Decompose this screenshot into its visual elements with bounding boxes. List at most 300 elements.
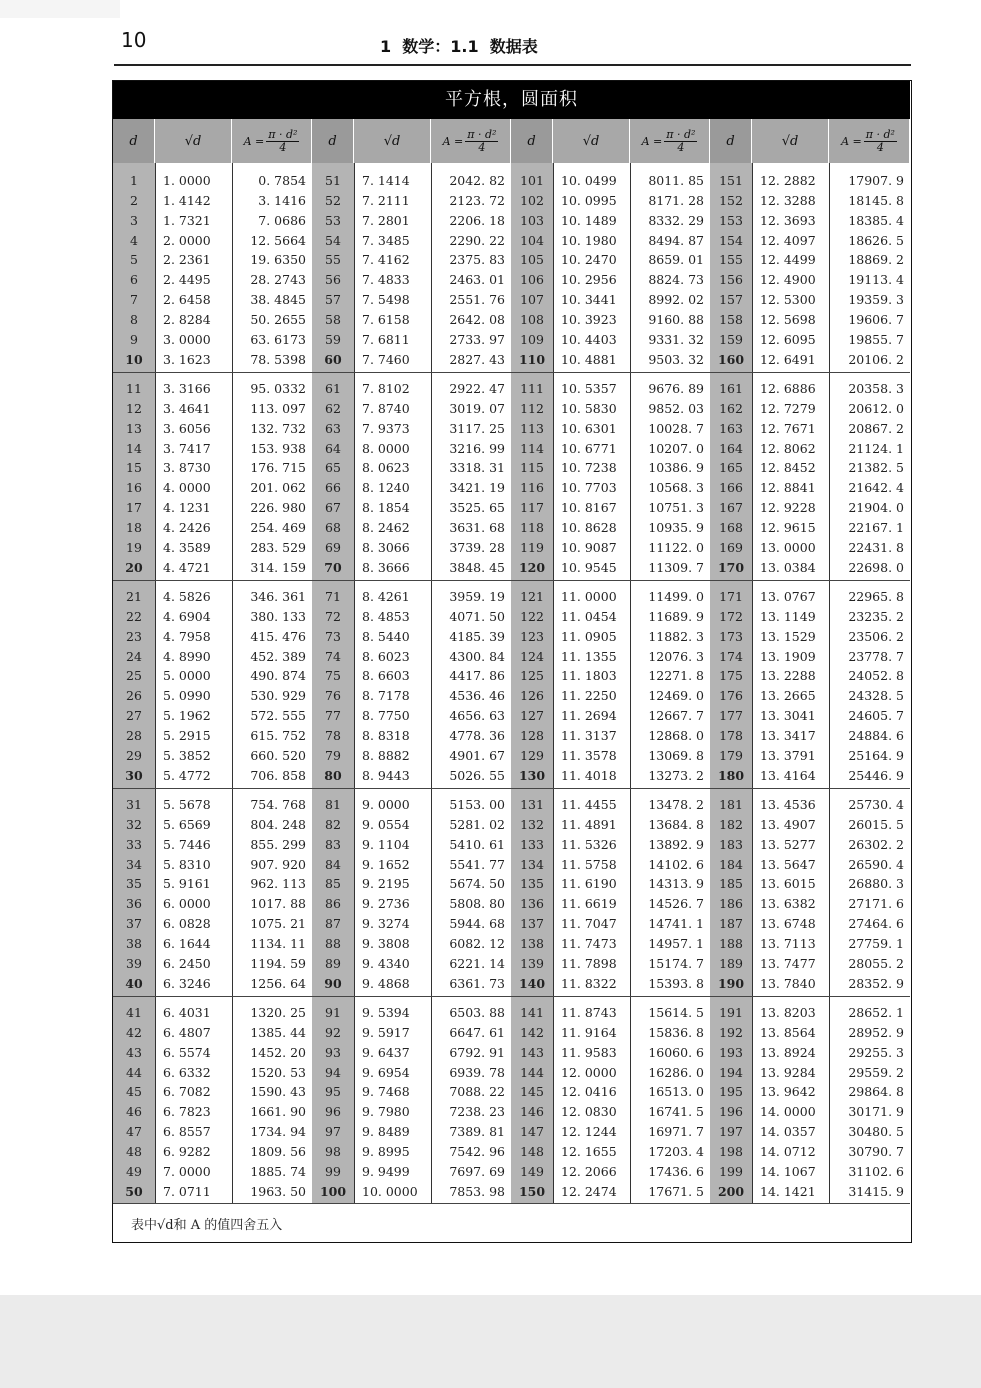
cell-area: 28352. 9 — [848, 975, 904, 991]
cell-area: 4656. 63 — [449, 708, 505, 724]
cell-sqrt: 4. 2426 — [163, 519, 211, 535]
cell-area: 10386. 9 — [648, 460, 704, 476]
cell-d: 144 — [520, 1064, 544, 1080]
cell-sqrt: 12. 3288 — [760, 192, 816, 208]
cell-d: 46 — [126, 1104, 142, 1120]
cell-d: 156 — [719, 272, 743, 288]
cell-sqrt: 10. 8167 — [561, 500, 617, 516]
cell-d: 173 — [719, 628, 743, 644]
cell-sqrt: 9. 8489 — [362, 1124, 410, 1140]
cell-d: 98 — [325, 1143, 341, 1159]
cell-area: 113. 097 — [250, 400, 306, 416]
cell-area: 25730. 4 — [848, 797, 904, 812]
cell-sqrt: 10. 2470 — [561, 252, 617, 268]
cell-d: 194 — [719, 1064, 743, 1080]
cell-d: 57 — [325, 292, 341, 308]
cell-d: 96 — [325, 1104, 341, 1120]
cell-sqrt: 11. 6190 — [561, 876, 617, 892]
cell-d: 151 — [719, 173, 743, 188]
cell-d: 76 — [325, 688, 341, 704]
cell-area: 176. 715 — [250, 460, 306, 476]
cell-area: 8992. 02 — [648, 292, 704, 308]
cell-d: 75 — [325, 668, 341, 684]
cell-d: 133 — [520, 836, 544, 852]
cell-area: 132. 732 — [250, 420, 306, 436]
group-rule — [113, 580, 910, 581]
cell-d: 63 — [325, 420, 341, 436]
cell-area: 26590. 4 — [848, 856, 904, 872]
cell-area: 2463. 01 — [449, 272, 505, 288]
cell-sqrt: 13. 5277 — [760, 836, 816, 852]
cell-sqrt: 7. 7460 — [362, 351, 410, 367]
table-title: 平方根，圆面积 — [113, 81, 910, 119]
cell-area: 4185. 39 — [449, 628, 505, 644]
cell-sqrt: 10. 9545 — [561, 559, 617, 575]
cell-area: 14102. 6 — [648, 856, 704, 872]
formula-fraction — [864, 129, 897, 153]
cell-sqrt: 10. 4881 — [561, 351, 617, 367]
cell-sqrt: 7. 0711 — [163, 1183, 211, 1199]
cell-area: 63. 6173 — [250, 331, 306, 347]
cell-sqrt: 13. 9284 — [760, 1064, 816, 1080]
cell-d: 90 — [324, 975, 342, 991]
cell-sqrt: 9. 2736 — [362, 896, 410, 912]
column-rule — [354, 163, 355, 1203]
cell-area: 20358. 3 — [848, 381, 904, 396]
cell-d: 190 — [717, 975, 745, 991]
cell-sqrt: 5. 7446 — [163, 836, 211, 852]
cell-sqrt: 1. 0000 — [163, 173, 211, 188]
cell-d: 97 — [325, 1124, 341, 1140]
cell-d: 65 — [325, 460, 341, 476]
cell-sqrt: 7. 6158 — [362, 311, 410, 327]
cell-sqrt: 10. 4403 — [561, 331, 617, 347]
cell-sqrt: 6. 3246 — [163, 975, 211, 991]
cell-sqrt: 10. 5357 — [561, 381, 617, 396]
cell-sqrt: 5. 8310 — [163, 856, 211, 872]
cell-area: 16513. 0 — [648, 1084, 704, 1100]
cell-sqrt: 10. 3441 — [561, 292, 617, 308]
cell-area: 9503. 32 — [648, 351, 704, 367]
cell-area: 254. 469 — [250, 519, 306, 535]
cell-d: 9 — [130, 331, 138, 347]
cell-sqrt: 6. 0000 — [163, 896, 211, 912]
cell-area: 5808. 80 — [449, 896, 505, 912]
cell-d: 10 — [125, 351, 143, 367]
cell-area: 3739. 28 — [449, 539, 505, 555]
cell-area: 13892. 9 — [648, 836, 704, 852]
cell-area: 30171. 9 — [848, 1104, 904, 1120]
cell-d: 35 — [126, 876, 142, 892]
cell-d: 82 — [325, 816, 341, 832]
cell-d: 120 — [518, 559, 546, 575]
cell-d: 108 — [520, 311, 544, 327]
cell-d: 198 — [719, 1143, 743, 1159]
cell-d: 111 — [520, 381, 544, 396]
cell-d: 162 — [719, 400, 743, 416]
cell-area: 28055. 2 — [848, 955, 904, 971]
cell-sqrt: 6. 2450 — [163, 955, 211, 971]
cell-area: 5541. 77 — [449, 856, 505, 872]
cell-sqrt: 13. 8924 — [760, 1044, 816, 1060]
cell-area: 11499. 0 — [648, 589, 704, 604]
cell-sqrt: 6. 9282 — [163, 1143, 211, 1159]
cell-sqrt: 12. 9228 — [760, 500, 816, 516]
cell-d: 179 — [719, 747, 743, 763]
cell-sqrt: 11. 7898 — [561, 955, 617, 971]
cell-sqrt: 8. 5440 — [362, 628, 410, 644]
cell-area: 19113. 4 — [848, 272, 904, 288]
cell-d: 122 — [520, 608, 544, 624]
cell-d: 25 — [126, 668, 142, 684]
cell-d: 61 — [325, 381, 341, 396]
cell-area: 29559. 2 — [848, 1064, 904, 1080]
cell-sqrt: 4. 5826 — [163, 589, 211, 604]
cell-sqrt: 13. 3417 — [760, 727, 816, 743]
cell-d: 91 — [325, 1005, 341, 1020]
cell-sqrt: 8. 4261 — [362, 589, 410, 604]
cell-d: 175 — [719, 668, 743, 684]
cell-d: 161 — [719, 381, 743, 396]
cell-sqrt: 13. 8564 — [760, 1024, 816, 1040]
cell-area: 23506. 2 — [848, 628, 904, 644]
cell-area: 2206. 18 — [449, 212, 505, 228]
formula-denominator: 4 — [279, 140, 287, 154]
column-rule — [155, 163, 156, 1203]
cell-area: 18626. 5 — [848, 232, 904, 248]
cell-d: 16 — [126, 480, 142, 496]
cell-d: 134 — [520, 856, 544, 872]
cell-sqrt: 11. 5326 — [561, 836, 617, 852]
cell-sqrt: 3. 7417 — [163, 440, 211, 456]
cell-area: 5153. 00 — [449, 797, 505, 812]
cell-sqrt: 9. 4340 — [362, 955, 410, 971]
cell-area: 31415. 9 — [848, 1183, 904, 1199]
cell-area: 24052. 8 — [848, 668, 904, 684]
cell-sqrt: 6. 1644 — [163, 935, 211, 951]
header-rule — [114, 64, 911, 66]
cell-area: 754. 768 — [250, 797, 306, 812]
cell-area: 13478. 2 — [648, 797, 704, 812]
cell-d: 154 — [719, 232, 743, 248]
cell-area: 26302. 2 — [848, 836, 904, 852]
cell-area: 28952. 9 — [848, 1024, 904, 1040]
cell-area: 29255. 3 — [848, 1044, 904, 1060]
cell-area: 5674. 50 — [449, 876, 505, 892]
column-rule — [232, 163, 233, 1203]
cell-d: 127 — [520, 708, 544, 724]
cell-sqrt: 8. 7178 — [362, 688, 410, 704]
cell-area: 17671. 5 — [648, 1183, 704, 1199]
cell-d: 44 — [126, 1064, 142, 1080]
cell-sqrt: 11. 6619 — [561, 896, 617, 912]
header-area-formula — [829, 119, 910, 163]
cell-area: 1661. 90 — [250, 1104, 306, 1120]
cell-area: 3117. 25 — [449, 420, 505, 436]
cell-d: 62 — [325, 400, 341, 416]
cell-area: 6082. 12 — [449, 935, 505, 951]
cell-sqrt: 12. 1655 — [561, 1143, 617, 1159]
cell-area: 26880. 3 — [848, 876, 904, 892]
cell-d: 77 — [325, 708, 341, 724]
cell-sqrt: 11. 7047 — [561, 916, 617, 932]
cell-sqrt: 11. 3578 — [561, 747, 617, 763]
cell-d: 147 — [520, 1124, 544, 1140]
cell-sqrt: 9. 3274 — [362, 916, 410, 932]
cell-d: 19 — [126, 539, 142, 555]
cell-area: 11309. 7 — [648, 559, 704, 575]
cell-sqrt: 10. 3923 — [561, 311, 617, 327]
cell-area: 8332. 29 — [648, 212, 704, 228]
cell-sqrt: 11. 3137 — [561, 727, 617, 743]
cell-d: 196 — [719, 1104, 743, 1120]
cell-d: 55 — [325, 252, 341, 268]
cell-d: 114 — [520, 440, 544, 456]
cell-d: 21 — [126, 589, 142, 604]
cell-d: 18 — [126, 519, 142, 535]
cell-sqrt: 13. 7113 — [760, 935, 816, 951]
cell-sqrt: 6. 0828 — [163, 916, 211, 932]
cell-sqrt: 11. 1803 — [561, 668, 617, 684]
cell-area: 13069. 8 — [648, 747, 704, 763]
cell-area: 201. 062 — [250, 480, 306, 496]
cell-sqrt: 5. 6569 — [163, 816, 211, 832]
cell-area: 22167. 1 — [848, 519, 904, 535]
cell-area: 9852. 03 — [648, 400, 704, 416]
cell-area: 1734. 94 — [250, 1124, 306, 1140]
cell-sqrt: 14. 0357 — [760, 1124, 816, 1140]
cell-d: 54 — [325, 232, 341, 248]
cell-d: 112 — [520, 400, 544, 416]
cell-sqrt: 7. 2801 — [362, 212, 410, 228]
cell-area: 3318. 31 — [449, 460, 505, 476]
cell-area: 22965. 8 — [848, 589, 904, 604]
cell-d: 7 — [130, 292, 138, 308]
cell-area: 19855. 7 — [848, 331, 904, 347]
cell-d: 83 — [325, 836, 341, 852]
cell-sqrt: 7. 0000 — [163, 1163, 211, 1179]
formula-denominator: 4 — [478, 140, 486, 154]
cell-sqrt: 10. 0995 — [561, 192, 617, 208]
cell-area: 706. 858 — [250, 767, 306, 783]
cell-sqrt: 12. 7279 — [760, 400, 816, 416]
cell-area: 3848. 45 — [449, 559, 505, 575]
data-table — [112, 80, 912, 1243]
cell-area: 14741. 1 — [648, 916, 704, 932]
cell-area: 21382. 5 — [848, 460, 904, 476]
cell-sqrt: 13. 8203 — [760, 1005, 816, 1020]
cell-area: 2123. 72 — [449, 192, 505, 208]
cell-sqrt: 11. 2694 — [561, 708, 617, 724]
cell-sqrt: 14. 0000 — [760, 1104, 816, 1120]
header-d: d — [511, 119, 553, 163]
cell-d: 170 — [717, 559, 745, 575]
cell-sqrt: 11. 7473 — [561, 935, 617, 951]
cell-d: 132 — [520, 816, 544, 832]
formula-fraction — [266, 129, 299, 153]
cell-area: 2922. 47 — [449, 381, 505, 396]
cell-area: 490. 874 — [250, 668, 306, 684]
cell-d: 130 — [518, 767, 546, 783]
cell-d: 47 — [126, 1124, 142, 1140]
cell-d: 106 — [520, 272, 544, 288]
cell-area: 6361. 73 — [449, 975, 505, 991]
cell-d: 101 — [520, 173, 544, 188]
cell-sqrt: 8. 3666 — [362, 559, 410, 575]
cell-sqrt: 12. 4097 — [760, 232, 816, 248]
cell-d: 110 — [518, 351, 546, 367]
cell-sqrt: 12. 5300 — [760, 292, 816, 308]
cell-area: 17436. 6 — [648, 1163, 704, 1179]
cell-area: 6792. 91 — [449, 1044, 505, 1060]
cell-d: 124 — [520, 648, 544, 664]
cell-area: 14526. 7 — [648, 896, 704, 912]
cell-area: 12868. 0 — [648, 727, 704, 743]
cell-d: 152 — [719, 192, 743, 208]
cell-area: 18145. 8 — [848, 192, 904, 208]
cell-d: 116 — [520, 480, 544, 496]
formula-lhs: A = — [442, 134, 464, 148]
cell-sqrt: 8. 6023 — [362, 648, 410, 664]
cell-sqrt: 9. 9499 — [362, 1163, 410, 1179]
cell-sqrt: 6. 8557 — [163, 1124, 211, 1140]
cell-sqrt: 11. 1355 — [561, 648, 617, 664]
cell-d: 181 — [719, 797, 743, 812]
cell-area: 660. 520 — [250, 747, 306, 763]
cell-d: 189 — [719, 955, 743, 971]
cell-area: 1134. 11 — [250, 935, 306, 951]
cell-d: 176 — [719, 688, 743, 704]
cell-sqrt: 13. 5647 — [760, 856, 816, 872]
cell-area: 1075. 21 — [250, 916, 306, 932]
cell-sqrt: 12. 6886 — [760, 381, 816, 396]
cell-sqrt: 10. 6771 — [561, 440, 617, 456]
cell-sqrt: 7. 8102 — [362, 381, 410, 396]
cell-sqrt: 12. 8841 — [760, 480, 816, 496]
cell-d: 174 — [719, 648, 743, 664]
cell-area: 12. 5664 — [250, 232, 306, 248]
cell-area: 3525. 65 — [449, 500, 505, 516]
cell-sqrt: 5. 4772 — [163, 767, 211, 783]
cell-area: 14957. 1 — [648, 935, 704, 951]
cell-area: 20867. 2 — [848, 420, 904, 436]
cell-area: 12076. 3 — [648, 648, 704, 664]
cell-d: 139 — [520, 955, 544, 971]
formula-numerator: π · d² — [268, 127, 298, 141]
cell-d: 200 — [717, 1183, 745, 1199]
cell-sqrt: 9. 0000 — [362, 797, 410, 812]
cell-sqrt: 7. 4162 — [362, 252, 410, 268]
cell-d: 86 — [325, 896, 341, 912]
cell-area: 615. 752 — [250, 727, 306, 743]
cell-sqrt: 6. 6332 — [163, 1064, 211, 1080]
cell-area: 15836. 8 — [648, 1024, 704, 1040]
cell-sqrt: 7. 2111 — [362, 192, 410, 208]
cell-d: 88 — [325, 935, 341, 951]
cell-d: 185 — [719, 876, 743, 892]
cell-sqrt: 8. 3066 — [362, 539, 410, 555]
cell-sqrt: 13. 6748 — [760, 916, 816, 932]
cell-area: 452. 389 — [250, 648, 306, 664]
cell-sqrt: 7. 1414 — [362, 173, 410, 188]
cell-d: 26 — [126, 688, 142, 704]
cell-sqrt: 8. 1240 — [362, 480, 410, 496]
cell-d: 135 — [520, 876, 544, 892]
cell-area: 19606. 7 — [848, 311, 904, 327]
cell-sqrt: 9. 1652 — [362, 856, 410, 872]
cell-d: 41 — [126, 1005, 142, 1020]
cell-sqrt: 9. 5917 — [362, 1024, 410, 1040]
cell-sqrt: 10. 1980 — [561, 232, 617, 248]
cell-area: 1194. 59 — [250, 955, 306, 971]
cell-sqrt: 12. 0830 — [561, 1104, 617, 1120]
cell-area: 7389. 81 — [449, 1124, 505, 1140]
cell-area: 4778. 36 — [449, 727, 505, 743]
formula-lhs: A = — [243, 134, 265, 148]
cell-d: 49 — [126, 1163, 142, 1179]
cell-area: 415. 476 — [250, 628, 306, 644]
running-head: 1 数学：1.1 数据表 — [380, 37, 538, 56]
cell-d: 117 — [520, 500, 544, 516]
cell-area: 9676. 89 — [648, 381, 704, 396]
cell-sqrt: 9. 7468 — [362, 1084, 410, 1100]
cell-area: 283. 529 — [250, 539, 306, 555]
cell-sqrt: 8. 0623 — [362, 460, 410, 476]
cell-sqrt: 1. 7321 — [163, 212, 211, 228]
cell-d: 121 — [520, 589, 544, 604]
cell-d: 22 — [126, 608, 142, 624]
page-number: 10 — [121, 28, 147, 52]
cell-d: 43 — [126, 1044, 142, 1060]
cell-area: 226. 980 — [250, 500, 306, 516]
cell-sqrt: 5. 1962 — [163, 708, 211, 724]
cell-d: 30 — [125, 767, 143, 783]
cell-d: 2 — [130, 192, 138, 208]
cell-sqrt: 5. 0990 — [163, 688, 211, 704]
cell-area: 7853. 98 — [449, 1183, 505, 1199]
cell-area: 7088. 22 — [449, 1084, 505, 1100]
cell-sqrt: 6. 7823 — [163, 1104, 211, 1120]
cell-sqrt: 13. 2665 — [760, 688, 816, 704]
cell-sqrt: 8. 8318 — [362, 727, 410, 743]
cell-d: 150 — [518, 1183, 546, 1199]
cell-sqrt: 12. 3693 — [760, 212, 816, 228]
cell-d: 14 — [126, 440, 142, 456]
cell-area: 8659. 01 — [648, 252, 704, 268]
cell-d: 178 — [719, 727, 743, 743]
cell-area: 28. 2743 — [250, 272, 306, 288]
cell-d: 50 — [125, 1183, 143, 1199]
cell-d: 20 — [125, 559, 143, 575]
cell-d: 104 — [520, 232, 544, 248]
cell-sqrt: 12. 8062 — [760, 440, 816, 456]
header-sqrt-d: √d — [155, 119, 232, 163]
cell-area: 23778. 7 — [848, 648, 904, 664]
formula-numerator: π · d² — [467, 127, 497, 141]
cell-sqrt: 13. 3791 — [760, 747, 816, 763]
cell-d: 58 — [325, 311, 341, 327]
cell-sqrt: 12. 4499 — [760, 252, 816, 268]
cell-d: 84 — [325, 856, 341, 872]
cell-area: 1256. 64 — [250, 975, 306, 991]
column-rule — [553, 163, 554, 1203]
cell-d: 105 — [520, 252, 544, 268]
cell-sqrt: 9. 4868 — [362, 975, 410, 991]
cell-sqrt: 9. 2195 — [362, 876, 410, 892]
cell-sqrt: 9. 1104 — [362, 836, 410, 852]
table-footnote: 表中√d和 A 的值四舍五入 — [131, 1218, 283, 1233]
cell-area: 22431. 8 — [848, 539, 904, 555]
